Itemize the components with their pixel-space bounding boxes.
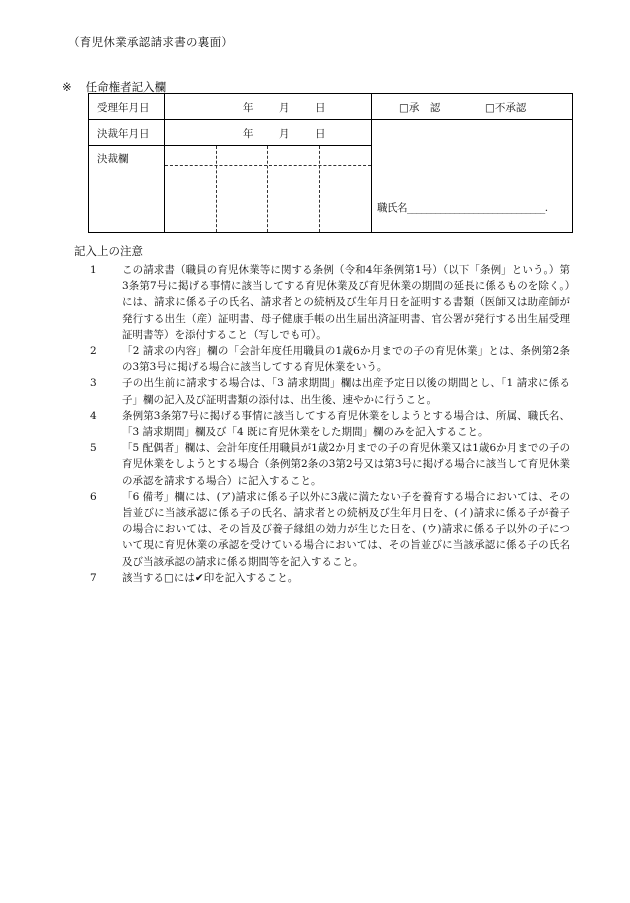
month-unit: 月 [279,102,290,114]
official-name-field[interactable]: 職氏名_____________________________. [377,202,548,214]
approval-grid-line [267,146,268,232]
note-item [90,570,570,586]
day-unit: 日 [315,128,326,140]
note-text: 「6 備考」欄には、(ア)請求に係る子以外に3歳に満たない子を養育する場合においては、その旨並びに当該承認に係る子の氏名、請求者との続柄及び生年月日を、(イ)請求に係る子が養子の場合においては、その旨及び養子縁組の効力が生じた日を、(ウ)請求に係る子以外の子について現に育児休業の承認を受けている場合においては、その旨並びに当該承認に係る子の氏名及び当該承認の請求に係る期間等を記入すること。 [122,490,570,568]
decided-date-label: 決裁年月日 [97,128,150,140]
month-unit: 月 [279,128,290,140]
notes-list [90,262,570,586]
note-number: 6 [90,490,97,503]
note-item [90,489,570,570]
approval-column-label: 決裁欄 [97,153,129,165]
year-unit: 年 [243,128,254,140]
notes-title: 記入上の注意 [74,244,143,258]
note-mark: ※ [62,80,72,94]
note-number: 2 [90,345,97,358]
row-divider [89,119,371,120]
day-unit: 日 [315,102,326,114]
received-date-label: 受理年月日 [97,102,150,114]
note-text: 「2 請求の内容」欄の「会計年度任用職員の1歳6か月までの子の育児休業」とは、条例第2条の3第3号に掲げる場合に該当してする育児休業をいう。 [122,345,570,374]
row-divider [89,145,371,146]
note-number: 5 [90,442,97,455]
column-divider [164,94,165,232]
appointing-authority-form [88,93,573,233]
approval-grid-line [216,146,217,232]
page-header: （育児休業承認請求書の裏面） [68,35,234,49]
section-title-text: 任命権者記入欄 [85,80,167,94]
note-item [90,262,570,343]
note-text: この請求書（職員の育児休業等に関する条例（令和4年条例第1号）（以下「条例」という。）第3条第7号に掲げる事情に該当してする育児休業及び育児休業の期間の延長に係るものを除く。）には、請求に係る子の氏名、請求者との続柄及び生年月日を証明する書類（医師又は助産師が発行する出生（産）証明書、母子健康手帳の出生届出済証明書、官公署が発行する出生届受理証明書等）を添付すること（写しでも可）。 [122,264,570,341]
note-text: 子の出生前に請求する場合は、「3 請求期間」欄は出産予定日以後の期間とし、「1 請求に係る子」欄の記入及び証明書類の添付は、出生後、速やかに行うこと。 [122,377,570,406]
year-unit: 年 [243,102,254,114]
note-number: 4 [90,409,97,422]
disapprove-checkbox[interactable]: □不承認 [485,102,527,114]
note-number: 3 [90,377,97,390]
note-number: 7 [90,571,97,584]
note-number: 1 [90,264,97,276]
row-divider [371,119,573,120]
note-text: 条例第3条第7号に掲げる事情に該当してする育児休業をしようとする場合は、所属、職氏名、「3 請求期間」欄及び「4 既に育児休業をした期間」欄のみを記入すること。 [122,409,570,439]
note-text: 該当する□には✔印を記入すること。 [122,571,299,584]
approval-grid-line [165,165,371,166]
note-item [90,343,570,375]
note-item [90,440,570,489]
approve-checkbox[interactable]: □承 認 [399,102,441,114]
note-item [90,375,570,407]
note-text: 「5 配偶者」欄は、会計年度任用職員が1歳2か月までの子の育児休業又は1歳6か月までの子の育児休業をしようとする場合（条例第2条の3第2号又は第3号に掲げる場合に該当して育児休業の承認を請求する場合）に記入すること。 [122,442,570,487]
column-divider [371,94,372,232]
approval-grid-line [319,146,320,232]
note-item [90,408,570,440]
